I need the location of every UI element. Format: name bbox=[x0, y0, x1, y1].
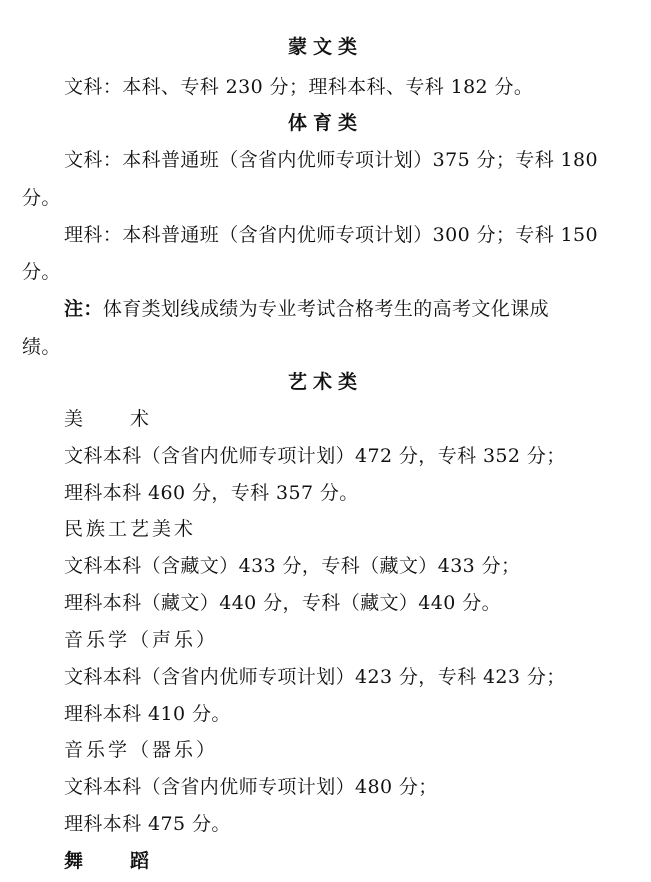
tiyu-like-line-1: 理科：本科普通班（含省内优师专项计划）300 分；专科 150 bbox=[64, 224, 599, 246]
note-label: 注： bbox=[64, 298, 103, 320]
minzu-wenke: 文科本科（含藏文）433 分，专科（藏文）433 分； bbox=[64, 555, 521, 577]
qiyue-wenke: 文科本科（含省内优师专项计划）480 分； bbox=[64, 776, 438, 798]
minzu-like: 理科本科（藏文）440 分，专科（藏文）440 分。 bbox=[64, 592, 502, 614]
shengyue-like: 理科本科 410 分。 bbox=[64, 703, 231, 725]
tiyu-wenke-line-1: 文科：本科普通班（含省内优师专项计划）375 分；专科 180 bbox=[64, 149, 599, 171]
qiyue-like: 理科本科 475 分。 bbox=[64, 813, 231, 835]
tiyu-like-line-2: 分。 bbox=[22, 261, 61, 283]
mengwen-scores: 文科：本科、专科 230 分；理科本科、专科 182 分。 bbox=[64, 76, 534, 98]
meishu-like: 理科本科 460 分，专科 357 分。 bbox=[64, 482, 359, 504]
section-heading-mengwen: 蒙文类 bbox=[287, 36, 363, 58]
meishu-wenke: 文科本科（含省内优师专项计划）472 分，专科 352 分； bbox=[64, 445, 566, 467]
shengyue-wenke: 文科本科（含省内优师专项计划）423 分，专科 423 分； bbox=[64, 666, 566, 688]
tiyu-note-line-1 bbox=[64, 296, 549, 322]
section-heading-tiyu: 体育类 bbox=[287, 112, 363, 134]
subsection-minzu: 民族工艺美术 bbox=[64, 518, 197, 540]
section-heading-yishu: 艺术类 bbox=[287, 371, 363, 393]
subsection-meishu: 美 术 bbox=[64, 408, 164, 430]
note-text: 体育类划线成绩为专业考试合格考生的高考文化课成 bbox=[102, 298, 550, 320]
subsection-qiyue: 音乐学（器乐） bbox=[64, 739, 219, 761]
subsection-shengyue: 音乐学（声乐） bbox=[64, 629, 219, 651]
tiyu-wenke-line-2: 分。 bbox=[22, 187, 61, 209]
tiyu-note-line-2: 绩。 bbox=[22, 336, 61, 358]
subsection-wudao: 舞 蹈 bbox=[64, 850, 164, 872]
